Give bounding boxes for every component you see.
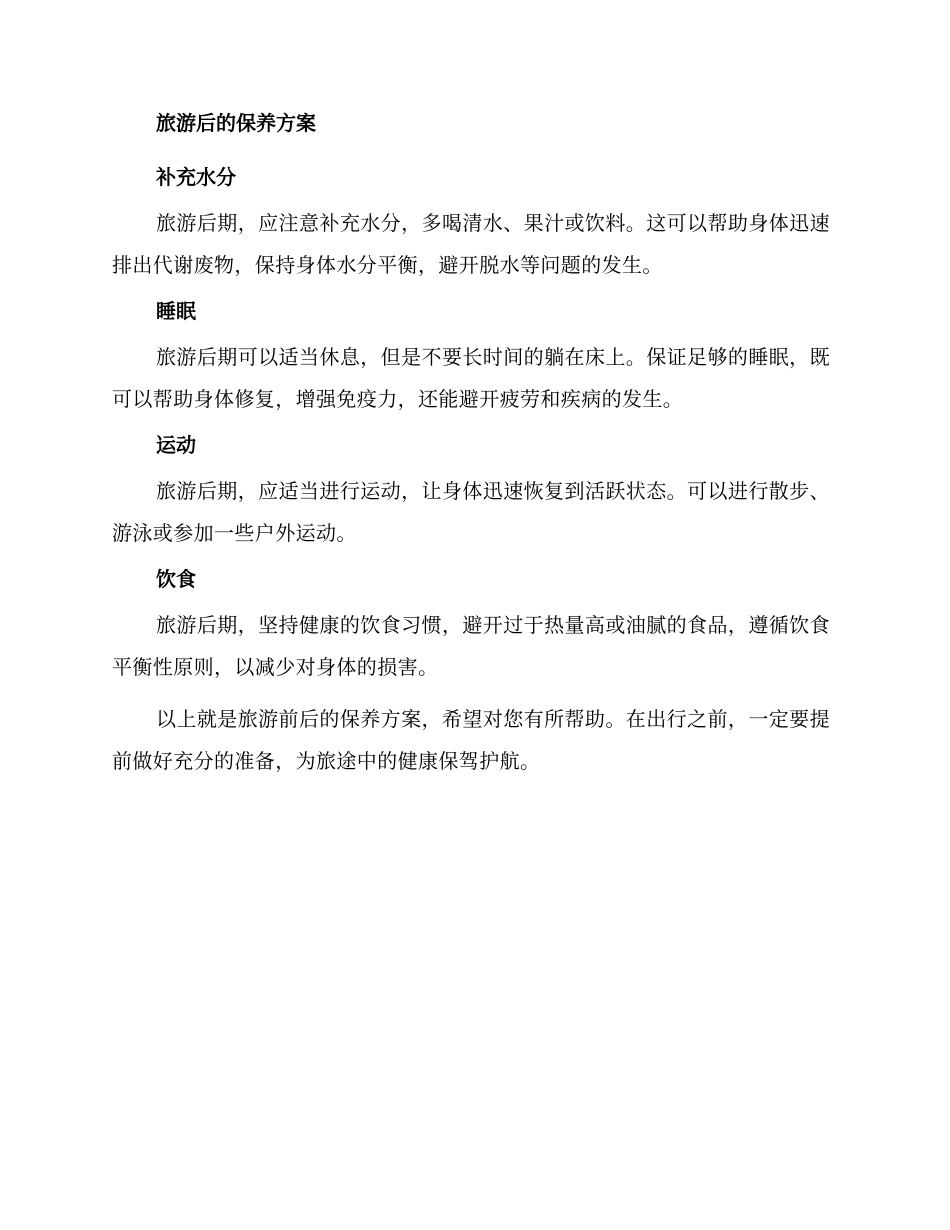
document-page [112,108,830,782]
section-body-sleep: 旅游后期可以适当休息，但是不要长时间的躺在床上。保证足够的睡眠，既可以帮助身体修复，增强免疫力，还能避开疲劳和疾病的发生。 [112,345,830,411]
section-heading-diet: 饮食 [156,567,196,591]
section-body-exercise: 旅游后期，应适当进行运动，让身体迅速恢复到活跃状态。可以进行散步、游泳或参加一些户外运动。 [112,479,830,545]
document-title: 旅游后的保养方案 [156,111,316,135]
section-body-hydration: 旅游后期，应注意补充水分，多喝清水、果汁或饮料。这可以帮助身体迅速排出代谢废物，保持身体水分平衡，避开脱水等问题的发生。 [112,211,830,277]
section-heading-hydration: 补充水分 [156,165,236,189]
conclusion-paragraph: 以上就是旅游前后的保养方案，希望对您有所帮助。在出行之前，一定要提前做好充分的准备，为旅途中的健康保驾护航。 [112,707,830,773]
section-heading-exercise: 运动 [156,433,196,457]
section-heading-sleep: 睡眠 [156,299,196,323]
section-body-diet: 旅游后期，坚持健康的饮食习惯，避开过于热量高或油腻的食品，遵循饮食平衡性原则，以减少对身体的损害。 [112,613,830,679]
